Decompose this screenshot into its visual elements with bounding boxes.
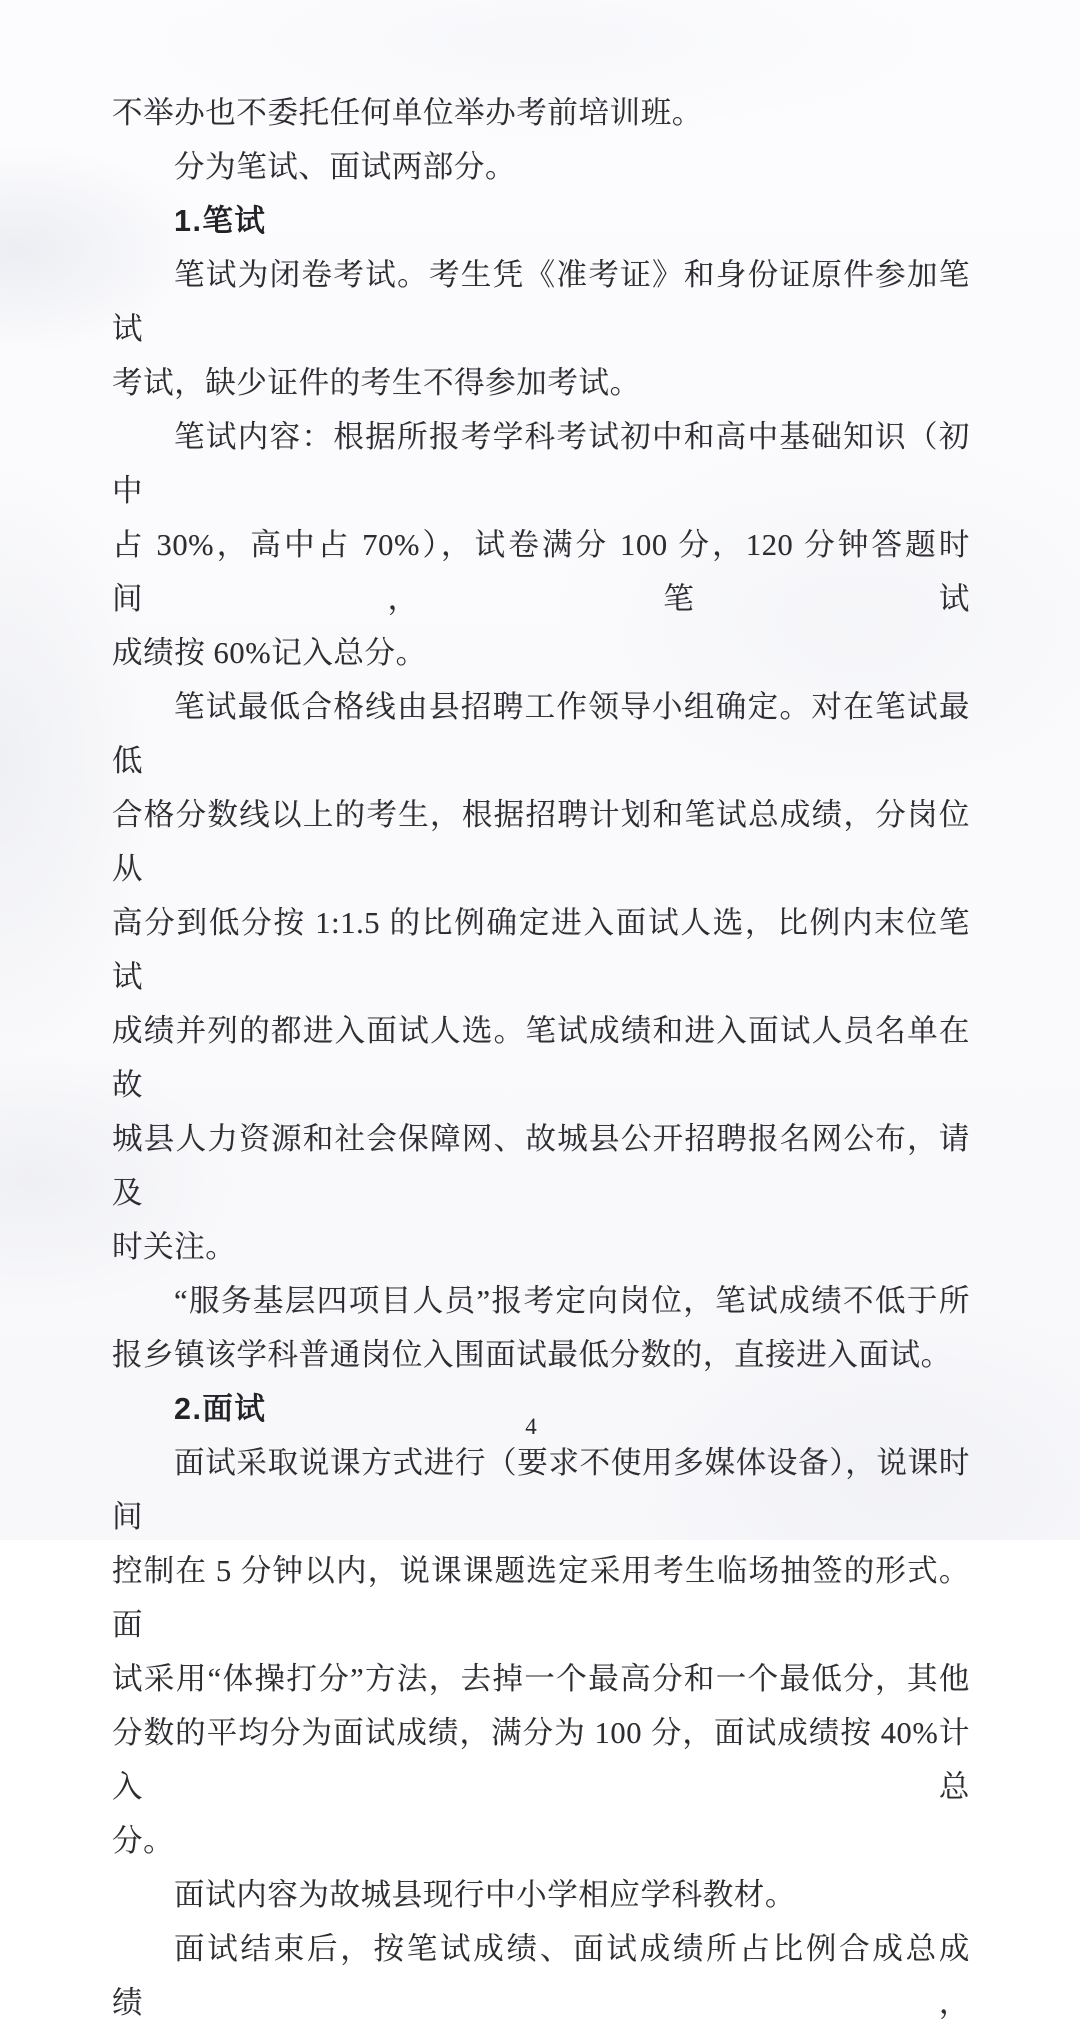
text-line: 分为笔试、面试两部分。: [174, 150, 517, 184]
text-line: 成绩按 60%记入总分。: [112, 636, 427, 670]
text-line: 考试，缺少证件的考生不得参加考试。: [112, 366, 641, 400]
text-line: 报乡镇该学科普通岗位入围面试最低分数的，直接进入面试。: [112, 1338, 952, 1372]
text-line: 面试结束后，按笔试成绩、面试成绩所占比例合成总成绩，: [112, 1932, 970, 2020]
document-body: [112, 86, 970, 2030]
section-heading-line: 2.面试: [174, 1392, 267, 1426]
text-line: 分数的平均分为面试成绩，满分为 100 分，面试成绩按 40%计入总: [112, 1716, 970, 1804]
page-number: 4: [525, 1414, 537, 1439]
text-line: 时关注。: [112, 1230, 237, 1264]
text-line: 高分到低分按 1:1.5 的比例确定进入面试人选，比例内末位笔试: [112, 906, 970, 994]
text-line: 试采用“体操打分”方法，去掉一个最高分和一个最低分，其他: [112, 1662, 970, 1696]
text-line: 面试内容为故城县现行中小学相应学科教材。: [174, 1878, 796, 1912]
text-line: 控制在 5 分钟以内，说课课题选定采用考生临场抽签的形式。面: [112, 1554, 970, 1642]
text-line: 合格分数线以上的考生，根据招聘计划和笔试总成绩，分岗位从: [112, 798, 970, 886]
text-line: 分。: [112, 1824, 175, 1858]
text-line: 笔试内容：根据所报考学科考试初中和高中基础知识（初中: [112, 420, 970, 508]
section-heading-line: 1.笔试: [174, 204, 267, 238]
text-line: 占 30%，高中占 70%），试卷满分 100 分，120 分钟答题时间，笔试: [112, 528, 970, 616]
text-line: 成绩并列的都进入面试人选。笔试成绩和进入面试人员名单在故: [112, 1014, 970, 1102]
text-line: 不举办也不委托任何单位举办考前培训班。: [112, 96, 703, 130]
text-line: 笔试最低合格线由县招聘工作领导小组确定。对在笔试最低: [112, 690, 970, 778]
text-line: 面试采取说课方式进行（要求不使用多媒体设备），说课时间: [112, 1446, 970, 1534]
text-line: 笔试为闭卷考试。考生凭《准考证》和身份证原件参加笔试: [112, 258, 970, 346]
text-line: “服务基层四项目人员”报考定向岗位，笔试成绩不低于所: [174, 1284, 970, 1318]
text-line: 城县人力资源和社会保障网、故城县公开招聘报名网公布，请及: [112, 1122, 970, 1210]
